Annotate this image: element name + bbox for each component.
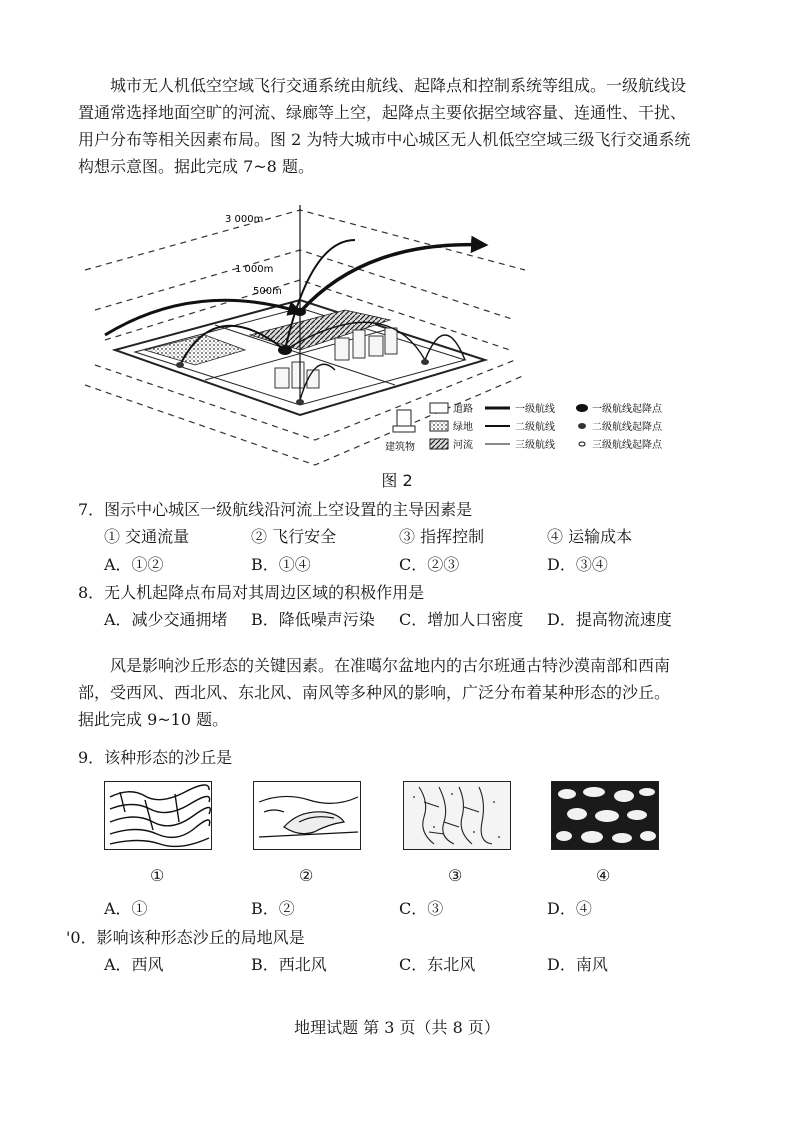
dune-image-1 [104, 781, 212, 850]
legend-point3: 三级航线起降点 [592, 440, 662, 451]
legend-point2: 二级航线起降点 [592, 422, 662, 433]
altitude-500-label: 500m [253, 286, 282, 297]
dune-label-1: ① [150, 866, 165, 885]
q9-stem: 9．该种形态的沙丘是 [78, 748, 233, 767]
q7-stem: 7．图示中心城区一级航线沿河流上空设置的主导因素是 [78, 500, 473, 519]
figure-caption: 图 2 [381, 471, 413, 490]
intro1-line-1: 城市无人机低空空域飞行交通系统由航线、起降点和控制系统等组成。一级航线设 [110, 76, 687, 95]
legend-river: 河流 [453, 440, 473, 451]
q7-option-a[interactable]: A．①② [104, 555, 164, 574]
intro-passage-1 [78, 72, 718, 180]
dune-image-2 [253, 781, 361, 850]
dune-label-2: ② [299, 866, 314, 885]
legend-route2: 二级航线 [515, 422, 555, 433]
intro-passage-2 [78, 652, 718, 733]
legend-point1: 一级航线起降点 [592, 404, 662, 415]
dune-image-4 [551, 781, 659, 850]
legend-road: 道路 [453, 404, 473, 415]
intro1-line-3: 用户分布等相关因素布局。图 2 为特大城市中心城区无人机低空空域三级飞行交通系统 [78, 130, 691, 149]
intro2-line-3: 据此完成 9~10 题。 [78, 710, 229, 729]
dune-label-4: ④ [596, 866, 611, 885]
legend-green: 绿地 [453, 422, 473, 433]
q7-option-b[interactable]: B．①④ [251, 555, 311, 574]
q10-option-b[interactable]: B．西北风 [251, 955, 327, 974]
page-footer: 地理试题 第 3 页（共 8 页） [294, 1018, 500, 1037]
dune-label-3: ③ [448, 866, 463, 885]
q8-option-c[interactable]: C．增加人口密度 [399, 610, 524, 629]
legend-route1: 一级航线 [515, 404, 555, 415]
drone-airspace-diagram [85, 200, 695, 470]
q7-option-c[interactable]: C．②③ [399, 555, 460, 574]
q10-option-a[interactable]: A．西风 [104, 955, 164, 974]
plane-3000-outline [85, 210, 525, 270]
q7-item-2: ② 飞行安全 [251, 527, 337, 546]
q10-option-c[interactable]: C．东北风 [399, 955, 476, 974]
q9-option-b[interactable]: B．② [251, 899, 295, 918]
q8-option-d[interactable]: D．提高物流速度 [547, 610, 672, 629]
dune-image-3 [403, 781, 511, 850]
q8-option-a[interactable]: A．减少交通拥堵 [104, 610, 228, 629]
primary-route-east [300, 245, 485, 312]
legend-route3: 三级航线 [515, 440, 555, 451]
altitude-1000-label: 1 000m [235, 264, 274, 275]
q9-option-a[interactable]: A．① [104, 899, 148, 918]
q10-stem: '0．影响该种形态沙丘的局地风是 [66, 928, 305, 947]
q9-option-d[interactable]: D．④ [547, 899, 592, 918]
q7-item-3: ③ 指挥控制 [399, 527, 485, 546]
intro2-line-2: 部，受西风、西北风、东北风、南风等多种风的影响，广泛分布着某种形态的沙丘。 [78, 683, 671, 702]
q8-option-b[interactable]: B．降低噪声污染 [251, 610, 375, 629]
q9-option-c[interactable]: C．③ [399, 899, 444, 918]
intro1-line-4: 构想示意图。据此完成 7~8 题。 [78, 157, 314, 176]
q7-option-d[interactable]: D．③④ [547, 555, 608, 574]
q8-stem: 8．无人机起降点布局对其周边区域的积极作用是 [78, 583, 425, 602]
intro1-line-2: 置通常选择地面空旷的河流、绿廊等上空，起降点主要依据空域容量、连通性、干扰、 [78, 103, 687, 122]
intro2-line-1: 风是影响沙丘形态的关键因素。在准噶尔盆地内的古尔班通古特沙漠南部和西南 [110, 656, 671, 675]
building-legend [385, 410, 415, 453]
q10-option-d[interactable]: D．南风 [547, 955, 608, 974]
building-label: 建筑物 [385, 442, 415, 453]
map-legend [430, 402, 663, 451]
q7-item-4: ④ 运输成本 [547, 527, 633, 546]
altitude-3000-label: 3 000m [225, 214, 264, 225]
q7-item-1: ① 交通流量 [104, 527, 190, 546]
